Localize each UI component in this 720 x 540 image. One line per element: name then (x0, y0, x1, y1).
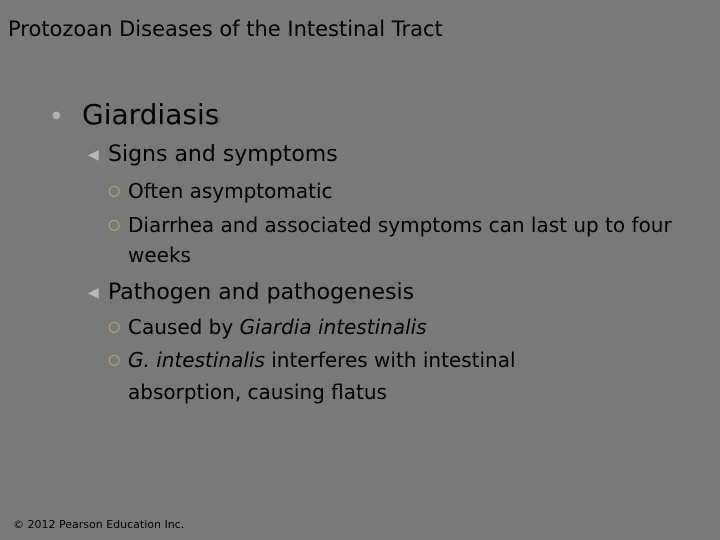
list-item (108, 210, 688, 270)
list-item-text: Often asymptomatic (128, 179, 333, 203)
list-item-italic: Giardia intestinalis (239, 315, 427, 339)
section-heading-label: Pathogen and pathogenesis (108, 280, 415, 305)
list-item-italic: G. intestinalis (128, 348, 265, 372)
main-bullet (52, 98, 219, 133)
list-item (108, 311, 688, 343)
circle-bullet-icon: ○ (108, 319, 121, 335)
small-dot-bullet-icon: ● (52, 110, 61, 121)
list-item-text (128, 344, 598, 408)
circle-bullet-icon: ○ (108, 183, 121, 199)
list-item-plain: interferes with intestinal absorption, causing flatus (128, 348, 516, 404)
arrow-bullet-icon: ◀ (88, 147, 99, 163)
section-heading-pathogen (88, 279, 414, 307)
list-item (108, 175, 688, 207)
copyright-footer: © 2012 Pearson Education Inc. (13, 518, 185, 531)
circle-bullet-icon: ○ (108, 217, 121, 233)
list-item (108, 344, 598, 408)
section-heading-signs (88, 141, 338, 169)
section-heading-label: Signs and symptoms (108, 142, 338, 167)
circle-bullet-icon: ○ (108, 352, 121, 368)
list-item-plain: Caused by (128, 315, 240, 339)
slide-title: Protozoan Diseases of the Intestinal Tract (8, 17, 443, 41)
list-item-text (128, 311, 688, 343)
list-item-text: Diarrhea and associated symptoms can last up to four weeks (128, 213, 672, 267)
main-bullet-label: Giardiasis (82, 98, 220, 131)
arrow-bullet-icon: ◀ (88, 285, 99, 301)
